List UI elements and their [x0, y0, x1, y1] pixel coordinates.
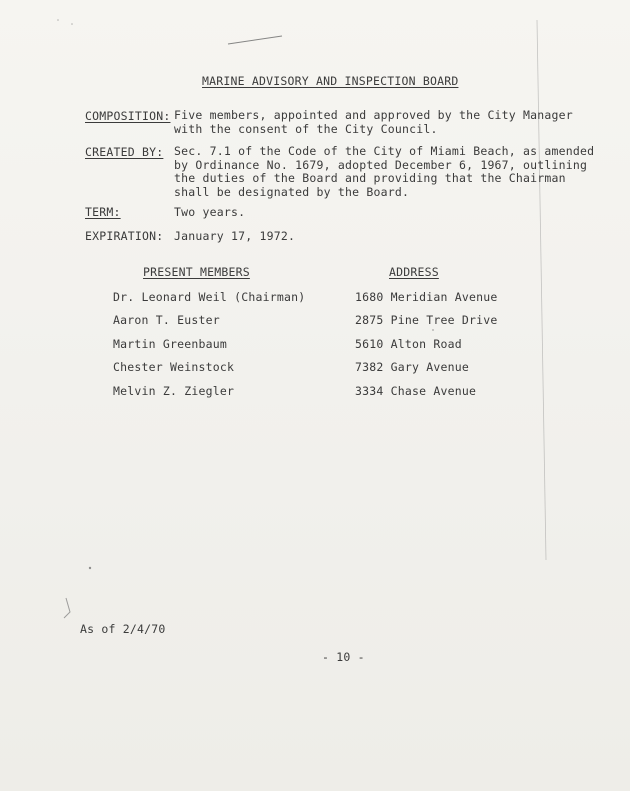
composition-text: Five members, appointed and approved by the City Manager with the consent of the City Council.	[174, 108, 573, 136]
member-address: 3334 Chase Avenue	[355, 384, 477, 398]
member-address: 7382 Gary Avenue	[355, 360, 469, 374]
member-address: 2875 Pine Tree Drive	[355, 313, 498, 327]
expiration-value: January 17, 1972.	[174, 229, 296, 243]
member-address: 1680 Meridian Avenue	[355, 290, 498, 304]
page-title: MARINE ADVISORY AND INSPECTION BOARD	[202, 74, 459, 88]
address-header: ADDRESS	[389, 265, 439, 279]
member-name: Martin Greenbaum	[113, 337, 227, 351]
created-by-label: CREATED BY:	[85, 145, 164, 159]
member-name: Dr. Leonard Weil (Chairman)	[113, 290, 306, 304]
expiration-label: EXPIRATION:	[85, 229, 164, 243]
as-of-date: As of 2/4/70	[80, 622, 166, 636]
term-value: Two years.	[174, 205, 246, 219]
member-name: Chester Weinstock	[113, 360, 235, 374]
page-number: - 10 -	[322, 650, 365, 664]
member-name: Melvin Z. Ziegler	[113, 384, 235, 398]
member-name: Aaron T. Euster	[113, 313, 220, 327]
member-address: 5610 Alton Road	[355, 337, 462, 351]
composition-label: COMPOSITION:	[85, 109, 171, 123]
members-header: PRESENT MEMBERS	[143, 265, 250, 279]
term-label: TERM:	[85, 205, 121, 219]
created-by-text: Sec. 7.1 of the Code of the City of Miami Beach, as amended by Ordinance No. 1679, adopted December 6, 1967, outlining the duties of the Board and providing that the Chairman shall be designated by the Board.	[174, 144, 595, 199]
